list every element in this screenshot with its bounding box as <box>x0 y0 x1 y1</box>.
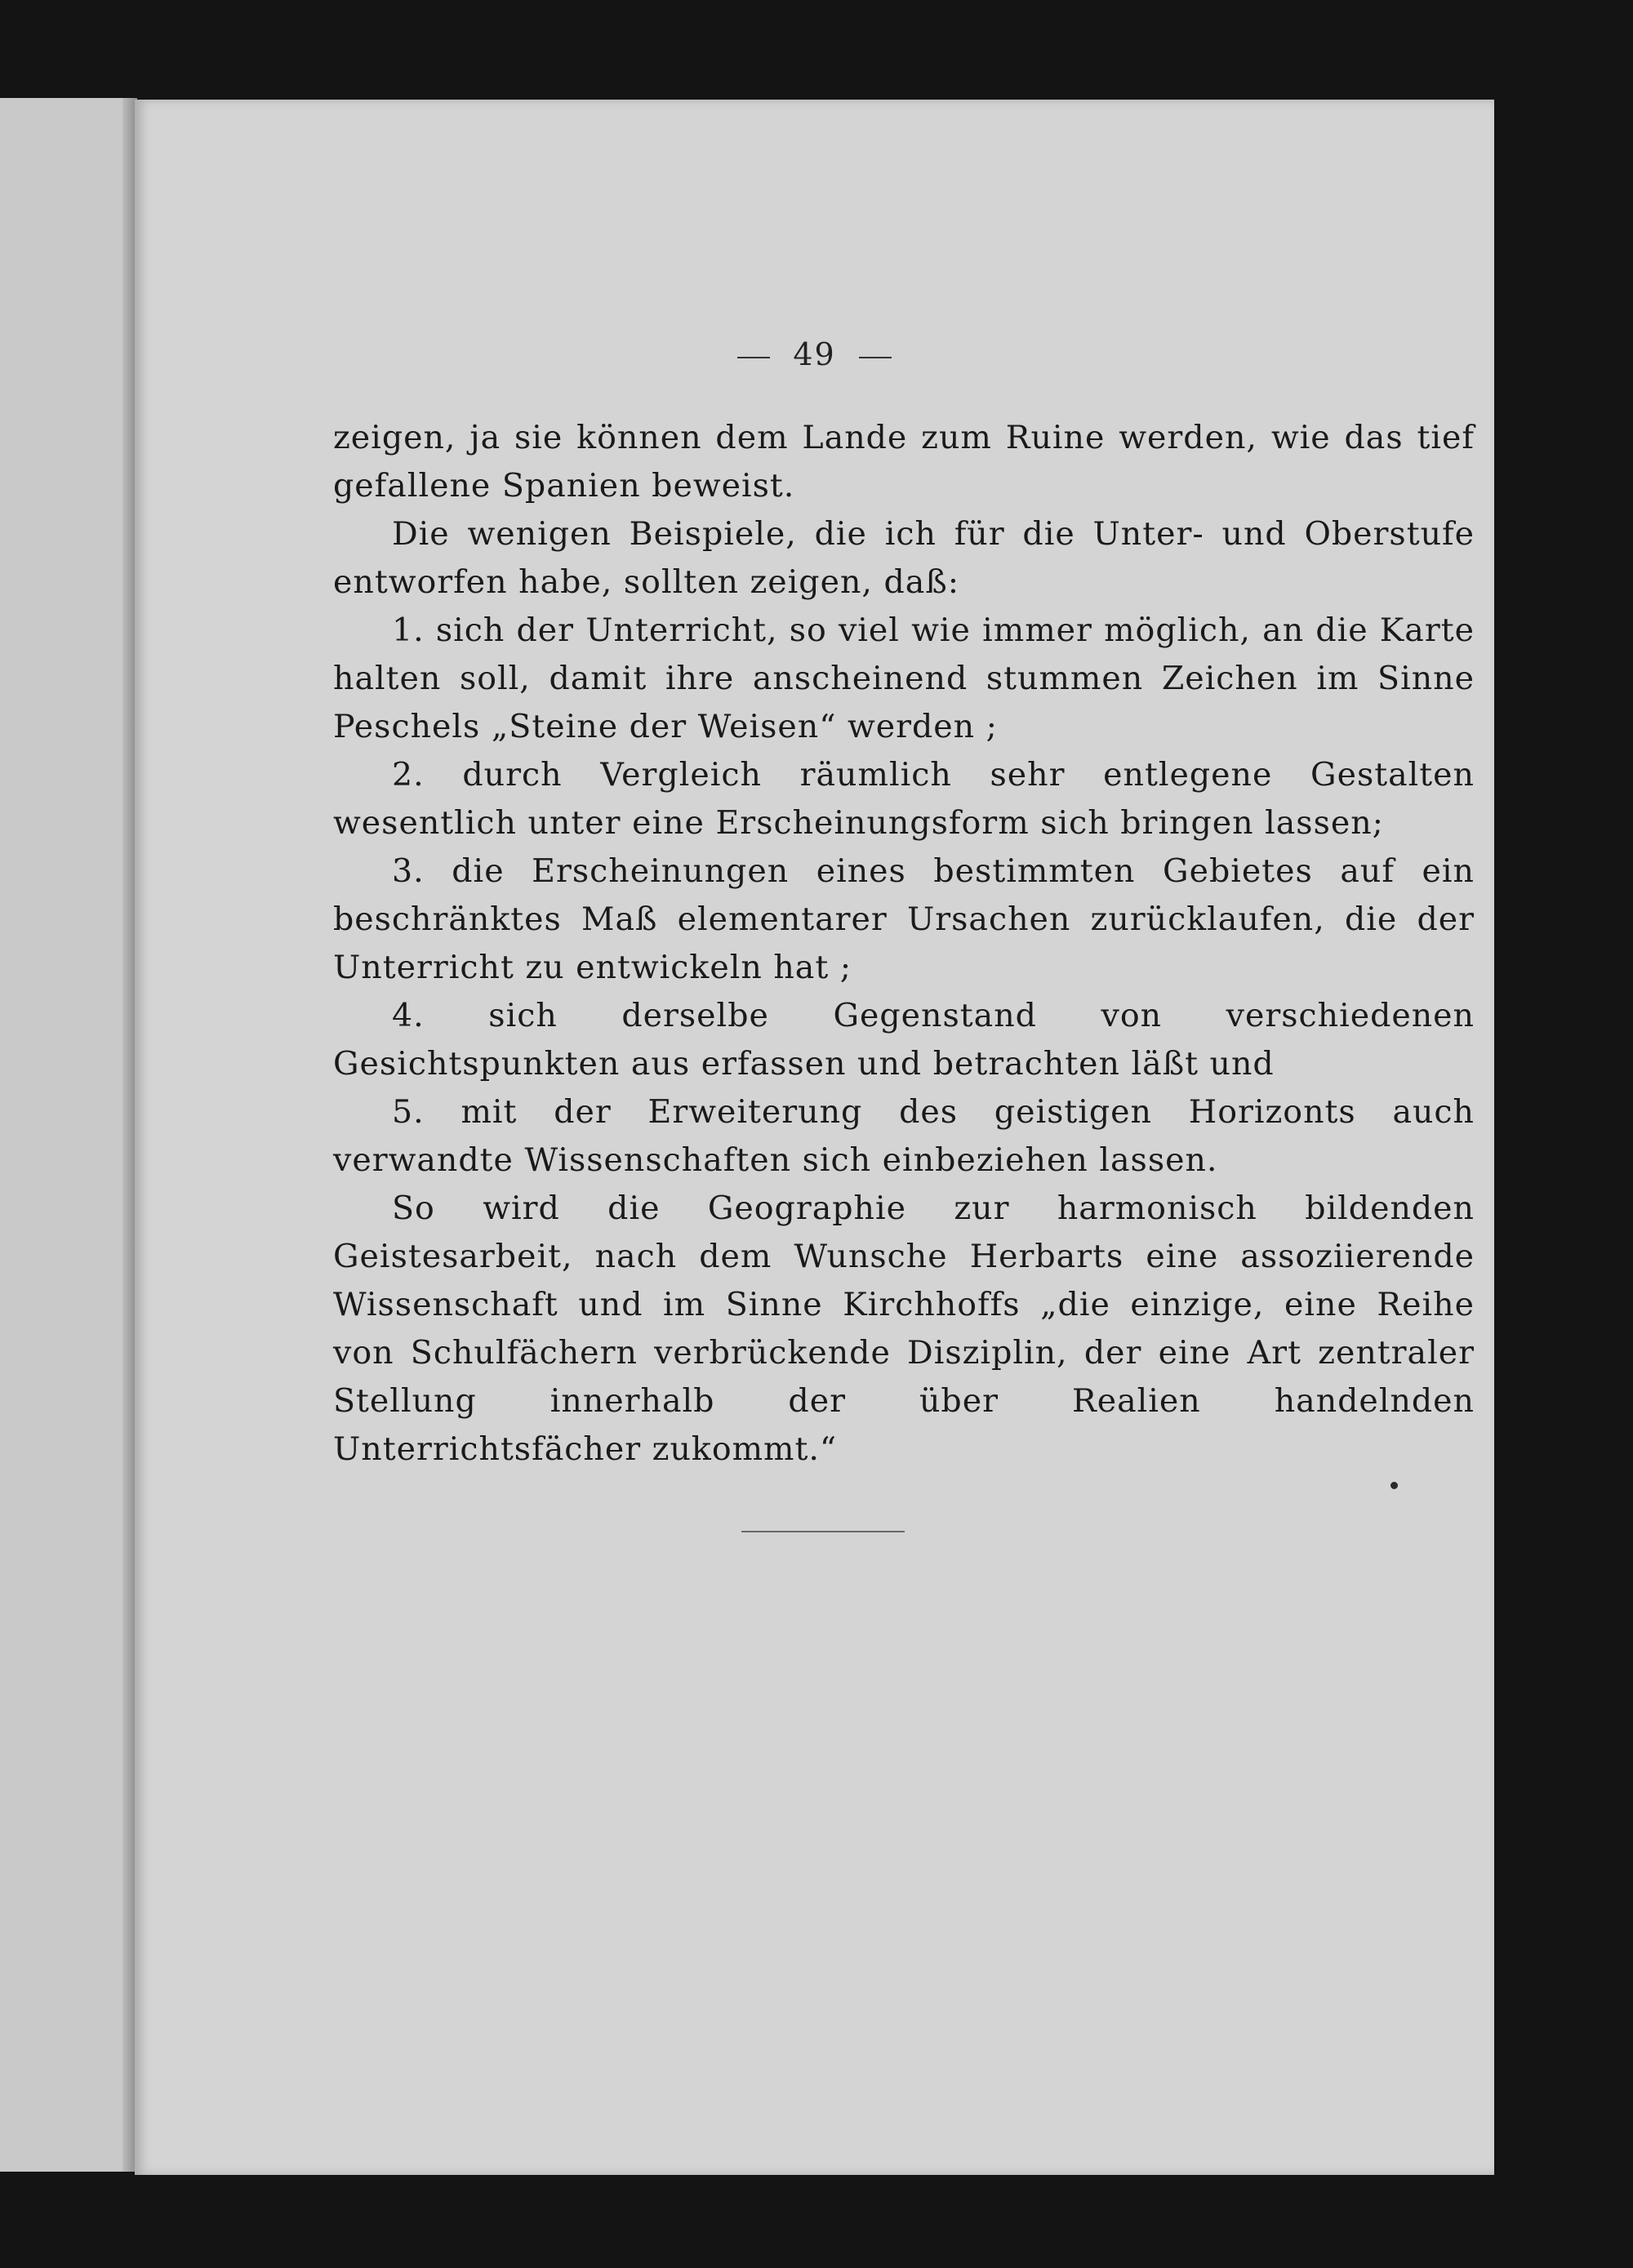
page-number <box>135 336 1494 372</box>
page-number-value: 49 <box>793 336 836 372</box>
list-item-4: 4. sich derselbe Gegenstand von verschiedenen Gesichtspunkten aus erfassen und betrachten läßt und <box>333 997 1475 1083</box>
ink-speck <box>1390 1482 1398 1489</box>
end-rule <box>741 1531 905 1532</box>
paragraph-continuation: zeigen, ja sie können dem Lande zum Ruine werden, wie das tief gefallene Spanien beweist. <box>333 419 1475 505</box>
page-number-dash-left <box>737 357 770 358</box>
list-item-1: 1. sich der Unterricht, so viel wie immer möglich, an die Karte halten soll, damit ihre anscheinend stummen Zeichen im Sinne Peschels „Steine der Weisen“ werden ; <box>333 611 1475 745</box>
body-text <box>333 414 1475 1474</box>
page-number-dash-right <box>859 357 892 358</box>
left-page-edge <box>0 98 135 2172</box>
book-page <box>135 100 1494 2175</box>
list-item-5: 5. mit der Erweiterung des geistigen Horizonts auch verwandte Wissenschaften sich einbeziehen lassen. <box>333 1093 1475 1179</box>
list-item-3: 3. die Erscheinungen eines bestimmten Gebietes auf ein beschränktes Maß elementarer Ursachen zurücklaufen, die der Unterricht zu entwickeln hat ; <box>333 852 1475 986</box>
paragraph-intro: Die wenigen Beispiele, die ich für die Unter- und Oberstufe entworfen habe, sollten zeigen, daß: <box>333 515 1475 601</box>
paragraph-conclusion: So wird die Geographie zur harmonisch bildenden Geistesarbeit, nach dem Wunsche Herbarts eine assoziierende Wissenschaft und im Sinne Kirchhoffs „die einzige, eine Reihe von Schulfächern verbrückende Disziplin, der eine Art zentraler Stellung innerhalb der über Realien handelnden Unterrichtsfächer zukommt.“ <box>333 1190 1475 1468</box>
list-item-2: 2. durch Vergleich räumlich sehr entlegene Gestalten wesentlich unter eine Erscheinungsform sich bringen lassen; <box>333 756 1475 842</box>
